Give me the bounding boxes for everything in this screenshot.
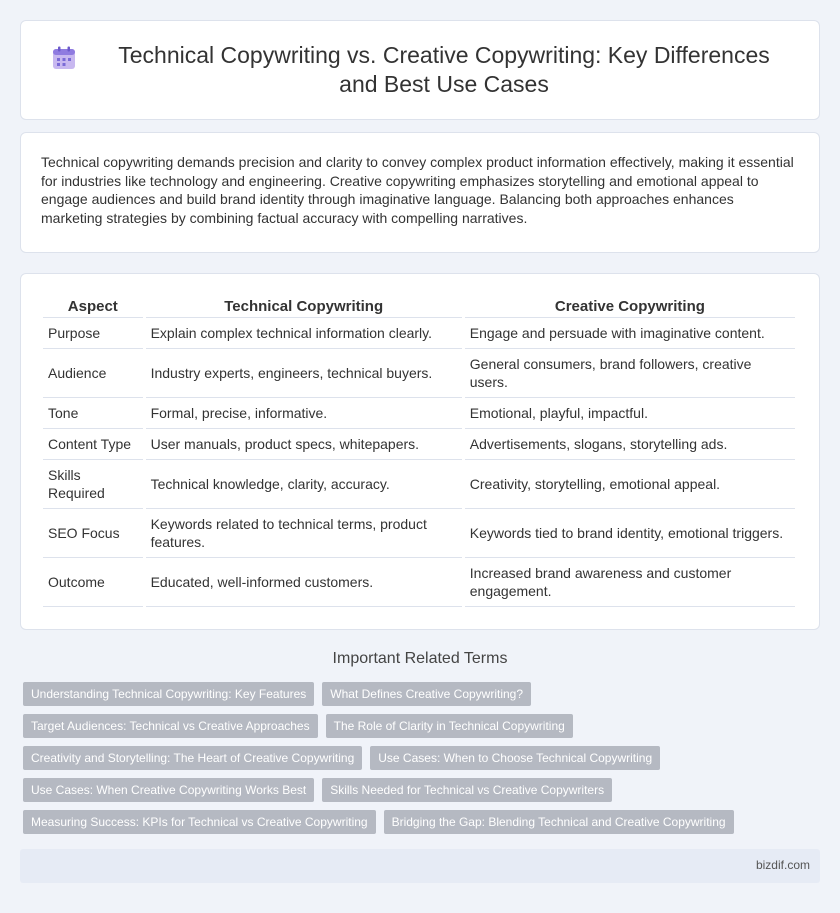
table-row [43,349,795,398]
comparison-table-card [20,273,820,630]
row-creative: General consumers, brand followers, creative users. [465,349,795,398]
row-technical: Formal, precise, informative. [146,398,462,429]
tag-row [23,714,823,738]
table-row [43,429,795,460]
table-row [43,318,795,349]
related-term-tag[interactable]: The Role of Clarity in Technical Copywriting [326,714,573,738]
calendar-icon [51,45,77,71]
row-technical: Explain complex technical information clearly. [146,318,462,349]
column-header-creative: Creative Copywriting [465,294,795,318]
page-title: Technical Copywriting vs. Creative Copywriting: Key Differences and Best Use Cases [118,42,770,97]
table-row [43,460,795,509]
column-header-technical: Technical Copywriting [146,294,462,318]
column-header-aspect: Aspect [43,294,143,318]
row-technical: Industry experts, engineers, technical buyers. [146,349,462,398]
related-term-tag[interactable]: Use Cases: When Creative Copywriting Works Best [23,778,314,802]
related-term-tag[interactable]: What Defines Creative Copywriting? [322,682,531,706]
tag-row [23,810,823,834]
footer [20,849,820,883]
related-term-tag[interactable]: Measuring Success: KPIs for Technical vs Creative Copywriting [23,810,376,834]
tag-row [23,682,823,706]
row-aspect: Skills Required [43,460,143,509]
row-aspect: Tone [43,398,143,429]
related-term-tag[interactable]: Bridging the Gap: Blending Technical and Creative Copywriting [384,810,734,834]
tag-row [23,746,823,770]
footer-site-link[interactable]: bizdif.com [755,858,810,872]
comparison-table [40,294,798,607]
row-technical: User manuals, product specs, whitepapers. [146,429,462,460]
row-creative: Engage and persuade with imaginative content. [465,318,795,349]
intro-paragraph: Technical copywriting demands precision and clarity to convey complex product information effectively, making it essential for industries like technology and engineering. Creative copywriting emphasizes storytelling and emotional appeal to engage audiences and build brand identity through imaginative language. Balancing both approaches enhances marketing strategies by combining factual accuracy with compelling narratives. [41,154,794,226]
related-term-tag[interactable]: Skills Needed for Technical vs Creative Copywriters [322,778,612,802]
row-technical: Educated, well-informed customers. [146,558,462,607]
row-aspect: Content Type [43,429,143,460]
row-aspect: Audience [43,349,143,398]
table-row [43,398,795,429]
related-term-tag[interactable]: Target Audiences: Technical vs Creative Approaches [23,714,318,738]
row-aspect: Purpose [43,318,143,349]
row-creative: Keywords tied to brand identity, emotional triggers. [465,509,795,558]
related-term-tag[interactable]: Use Cases: When to Choose Technical Copywriting [370,746,660,770]
row-aspect: SEO Focus [43,509,143,558]
intro-card [20,132,820,253]
header-card [20,20,820,120]
row-creative: Increased brand awareness and customer engagement. [465,558,795,607]
row-creative: Creativity, storytelling, emotional appeal. [465,460,795,509]
row-creative: Emotional, playful, impactful. [465,398,795,429]
row-aspect: Outcome [43,558,143,607]
table-row [43,558,795,607]
row-creative: Advertisements, slogans, storytelling ads. [465,429,795,460]
related-terms-list [23,682,823,842]
related-term-tag[interactable]: Understanding Technical Copywriting: Key Features [23,682,314,706]
row-technical: Technical knowledge, clarity, accuracy. [146,460,462,509]
related-term-tag[interactable]: Creativity and Storytelling: The Heart of Creative Copywriting [23,746,362,770]
related-terms-title: Important Related Terms [332,650,508,667]
tag-row [23,778,823,802]
table-row [43,509,795,558]
row-technical: Keywords related to technical terms, product features. [146,509,462,558]
table-header-row [43,294,795,318]
